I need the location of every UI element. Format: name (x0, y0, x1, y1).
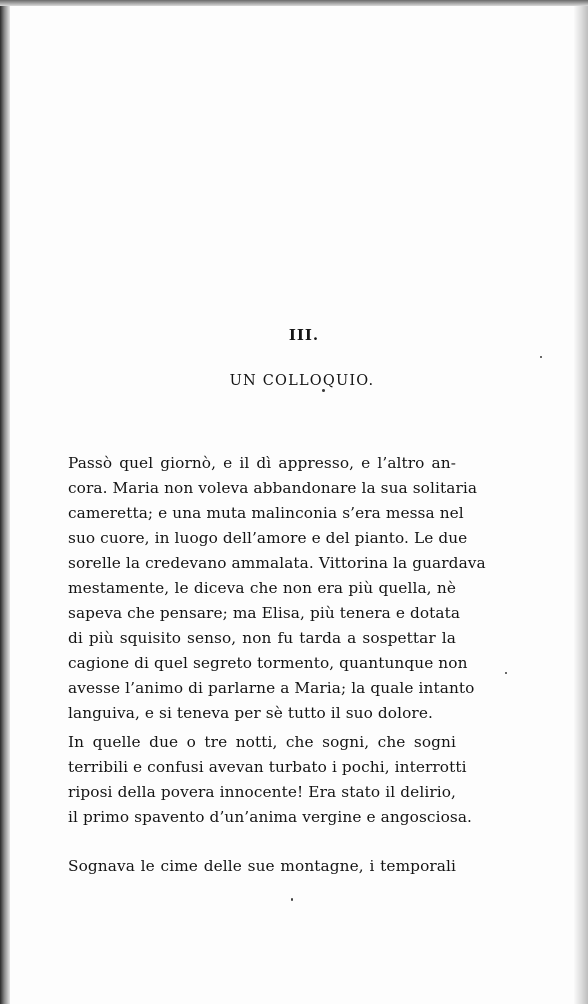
text-line: mestamente, le diceva che non era più quella, nè (68, 579, 456, 597)
ink-speck (540, 356, 542, 358)
text-line: In quelle due o tre notti, che sogni, che sogni (68, 733, 456, 751)
page-edge-right (574, 0, 588, 1004)
text-line: languiva, e si teneva per sè tutto il suo dolore. (68, 704, 433, 722)
text-line: terribili e confusi avevan turbato i pochi, interrotti (68, 758, 467, 776)
chapter-title: UN COLLOQUIO. (229, 373, 375, 389)
text-line: cameretta; e una muta malinconia s’era messa nel (68, 504, 464, 522)
ink-speck (505, 672, 507, 674)
page-edge-left (0, 0, 10, 1004)
page-edge-top (0, 0, 588, 6)
text-line: Sognava le cime delle sue montagne, i temporali (68, 857, 456, 875)
ink-speck (291, 898, 293, 901)
text-line: sapeva che pensare; ma Elisa, più tenera e dotata (68, 604, 461, 622)
ink-speck (322, 389, 325, 392)
text-line: di più squisito senso, non fu tarda a sospettar la (68, 629, 456, 647)
text-line: sorelle la credevano ammalata. Vittorina la guardava (68, 554, 486, 572)
text-line: avesse l’animo di parlarne a Maria; la quale intanto (68, 679, 475, 697)
chapter-number: III. (288, 326, 320, 344)
text-line: cagione di quel segreto tormento, quantunque non (68, 654, 468, 672)
text-line: suo cuore, in luogo dell’amore e del pianto. Le due (68, 529, 468, 547)
text-line: cora. Maria non voleva abbandonare la sua solitaria (68, 479, 478, 497)
text-line: Passò quel giornò, e il dì appresso, e l’altro an- (68, 454, 456, 472)
text-line: riposi della povera innocente! Era stato il delirio, (68, 783, 456, 801)
text-line: il primo spavento d’un’anima vergine e angosciosa. (68, 808, 473, 826)
